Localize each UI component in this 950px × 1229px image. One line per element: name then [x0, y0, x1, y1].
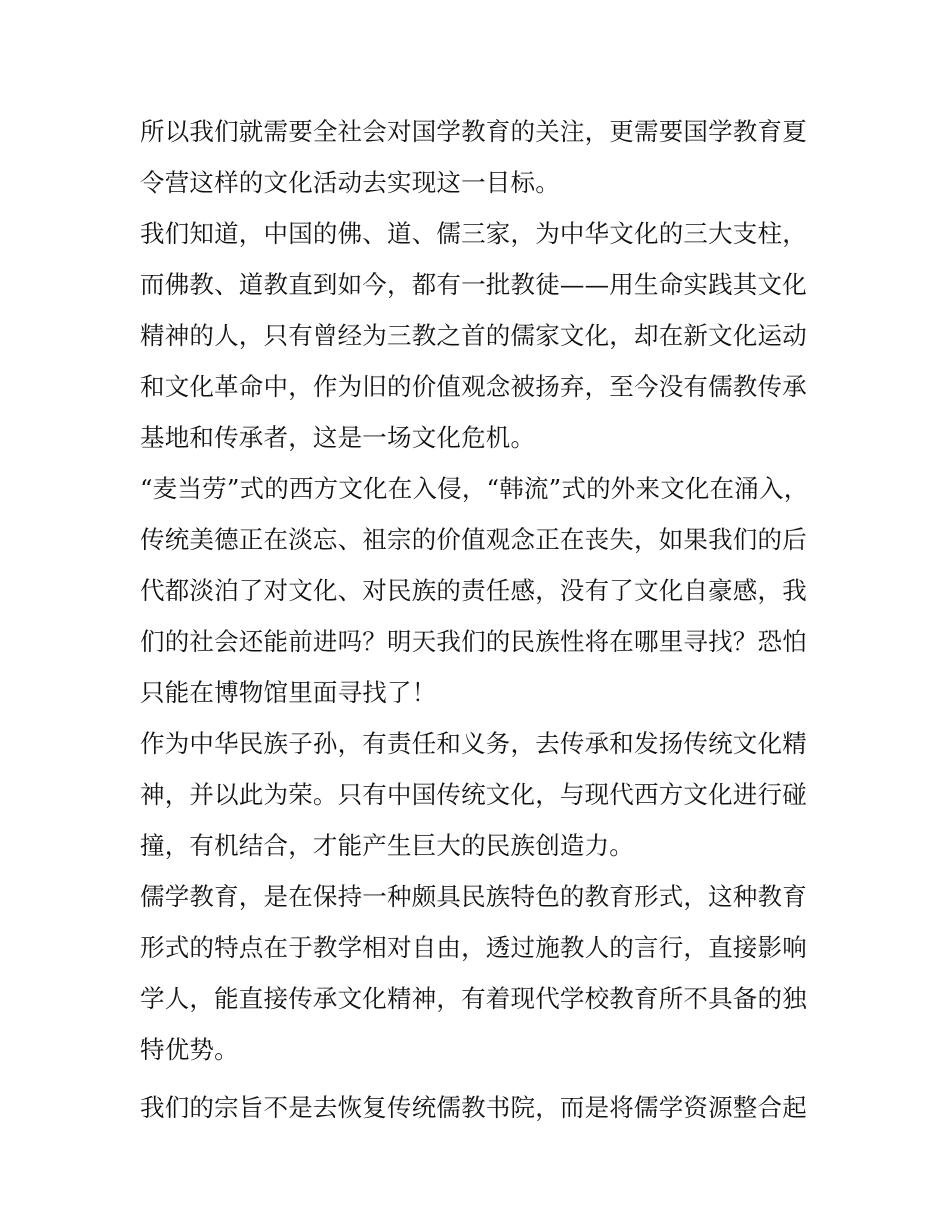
text-line: 传统美德正在淡忘、祖宗的价值观念正在丧失，如果我们的后 [140, 525, 807, 554]
text-line: 基地和传承者，这是一场文化危机。 [140, 423, 536, 452]
text-line: 和文化革命中，作为旧的价值观念被扬弃，至今没有儒教传承 [140, 372, 807, 401]
text-line: 神，并以此为荣。只有中国传统文化，与现代西方文化进行碰 [140, 780, 807, 809]
text-line: 们的社会还能前进吗？明天我们的民族性将在哪里寻找？恐怕 [140, 627, 807, 656]
text-line: 令营这样的文化活动去实现这一目标。 [140, 168, 560, 197]
text-line: 我们知道，中国的佛、道、儒三家，为中华文化的三大支柱， [140, 219, 807, 248]
text-line: 只能在博物馆里面寻找了！ [140, 678, 437, 707]
text-line: 学人，能直接传承文化精神，有着现代学校教育所不具备的独 [140, 984, 807, 1013]
text-line: 作为中华民族子孙，有责任和义务，去传承和发扬传统文化精 [140, 729, 807, 758]
text-line: 撞，有机结合，才能产生巨大的民族创造力。 [140, 831, 634, 860]
text-line: 精神的人，只有曾经为三教之首的儒家文化，却在新文化运动 [140, 321, 807, 350]
text-line: “麦当劳”式的西方文化在入侵，“韩流”式的外来文化在涌入， [140, 474, 809, 503]
text-line: 形式的特点在于教学相对自由，透过施教人的言行，直接影响 [140, 933, 807, 962]
text-line: 特优势。 [140, 1035, 239, 1064]
text-line: 代都淡泊了对文化、对民族的责任感，没有了文化自豪感，我 [140, 576, 807, 605]
text-line: 所以我们就需要全社会对国学教育的关注，更需要国学教育夏 [140, 117, 807, 146]
text-line: 我们的宗旨不是去恢复传统儒教书院，而是将儒学资源整合起 [140, 1093, 807, 1122]
body-text [140, 106, 820, 1133]
text-line: 儒学教育，是在保持一种颇具民族特色的教育形式，这种教育 [140, 882, 807, 911]
text-line: 而佛教、道教直到如今，都有一批教徒——用生命实践其文化 [140, 270, 807, 299]
